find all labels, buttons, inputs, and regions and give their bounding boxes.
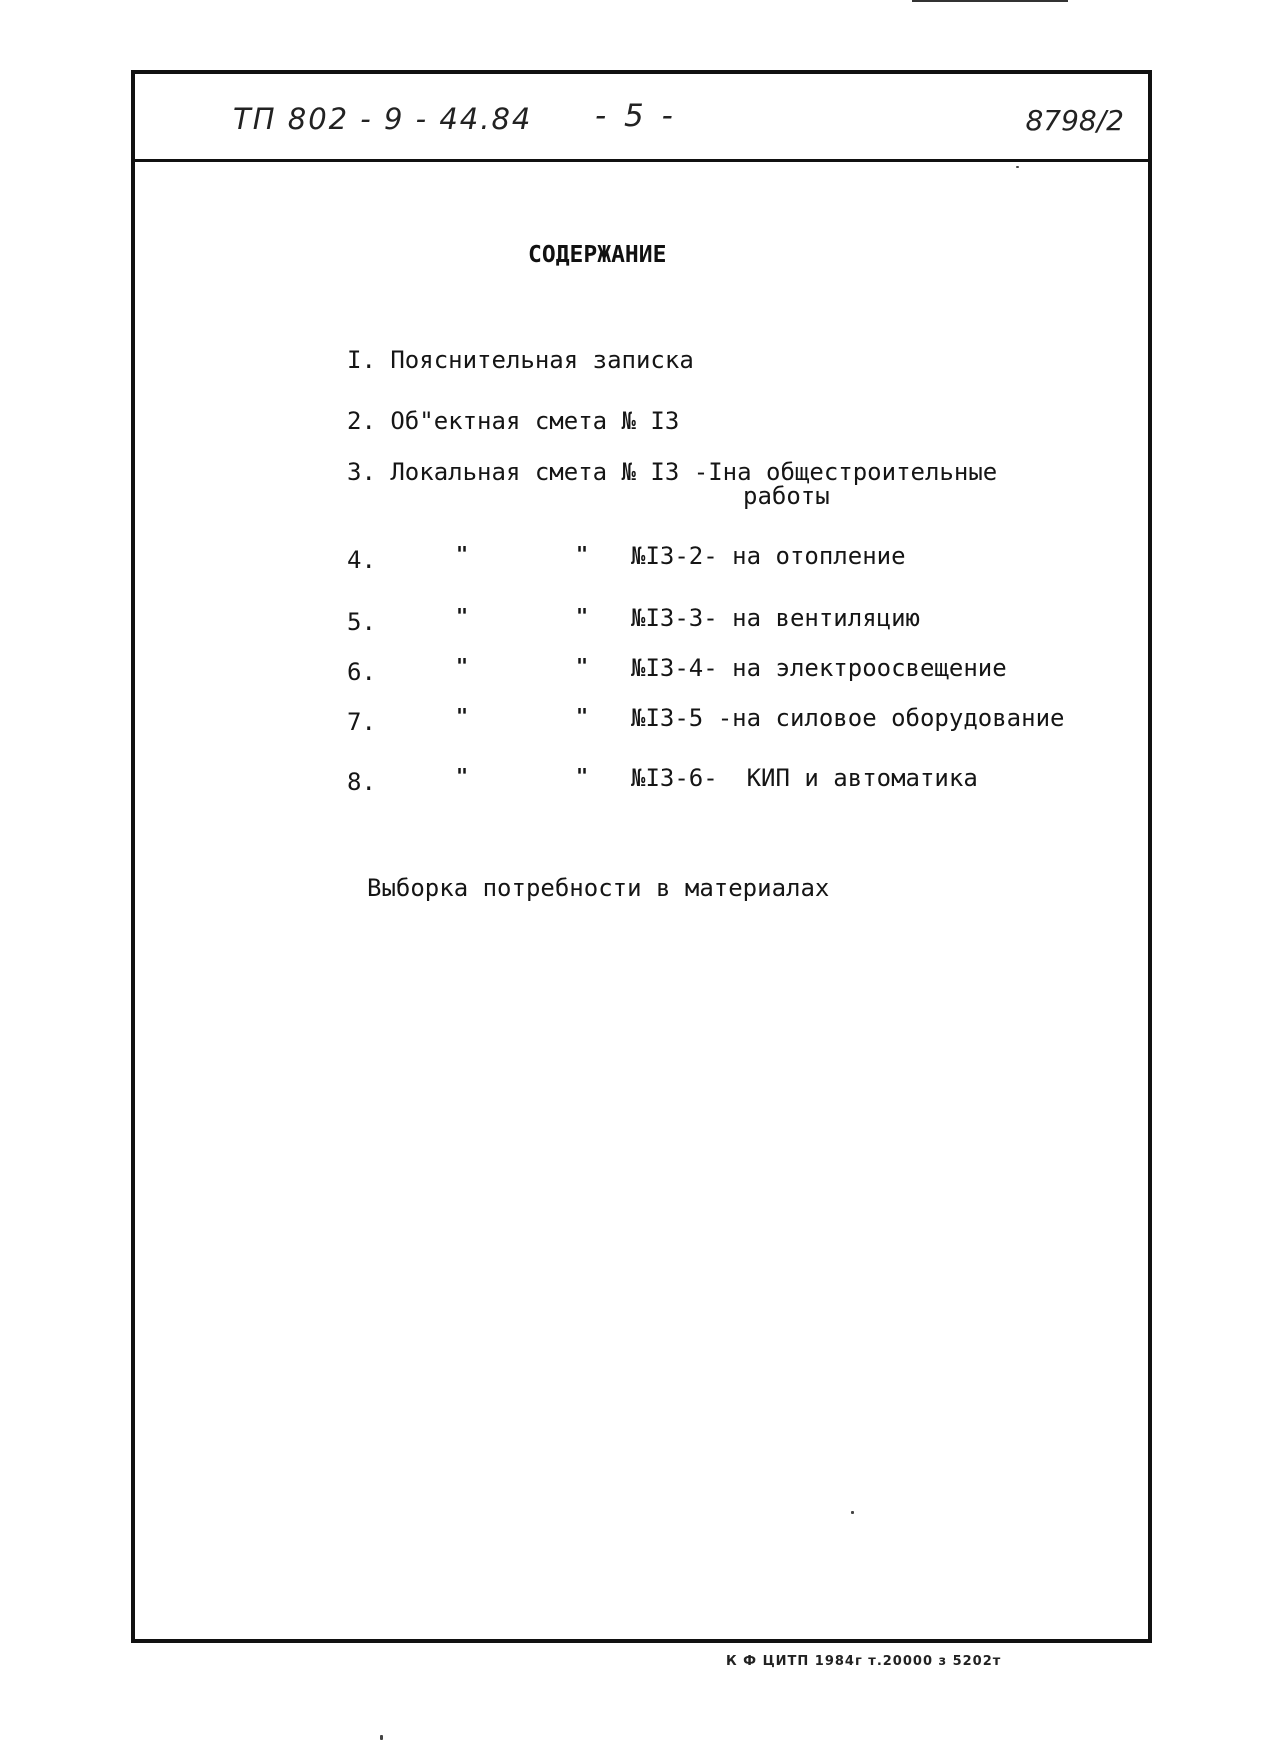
toc-row-text: №I3-4- на электроосвещение	[631, 654, 1007, 682]
toc-row-text: №I3-5 -на силовое оборудование	[631, 704, 1065, 732]
document-frame	[131, 70, 1152, 1643]
top-edge-line	[912, 0, 1068, 2]
ditto-mark: "	[456, 704, 469, 728]
scan-speck	[380, 1735, 383, 1740]
ditto-mark: "	[576, 704, 589, 728]
toc-row-text: №I3-6- КИП и автоматика	[631, 764, 978, 792]
toc-row-number: 7.	[347, 708, 376, 736]
toc-item-3: 3. Локальная смета № I3 -Iна общестроительные	[347, 458, 998, 486]
ditto-mark: "	[576, 764, 589, 788]
page-number: - 5 -	[595, 98, 677, 134]
ditto-mark: "	[456, 604, 469, 628]
toc-row-number: 5.	[347, 608, 376, 636]
materials-selection: Выборка потребности в материалах	[367, 874, 830, 902]
ditto-mark: "	[576, 604, 589, 628]
page-title: СОДЕРЖАНИЕ	[528, 242, 667, 268]
document-code: ТП 802 - 9 - 44.84	[233, 102, 533, 136]
toc-row-text: №I3-2- на отопление	[631, 542, 906, 570]
printer-imprint: К Ф ЦИТП 1984г т.20000 з 5202т	[726, 1654, 1002, 1669]
ditto-mark: "	[576, 654, 589, 678]
toc-item-3-continuation: работы	[743, 482, 830, 510]
inventory-number: 8798/2	[1025, 104, 1124, 137]
ditto-mark: "	[456, 654, 469, 678]
toc-row-number: 8.	[347, 768, 376, 796]
ditto-mark: "	[456, 542, 469, 566]
ditto-mark: "	[456, 764, 469, 788]
toc-row-number: 4.	[347, 546, 376, 574]
toc-row-number: 6.	[347, 658, 376, 686]
toc-row-text: №I3-3- на вентиляцию	[631, 604, 920, 632]
scan-speck	[851, 1511, 854, 1514]
title-block-header	[135, 74, 1148, 162]
toc-item-2: 2. Об"ектная смета № I3	[347, 407, 680, 435]
scan-speck	[1016, 166, 1019, 168]
ditto-mark: "	[576, 542, 589, 566]
toc-item-1: I. Пояснительная записка	[347, 346, 694, 374]
